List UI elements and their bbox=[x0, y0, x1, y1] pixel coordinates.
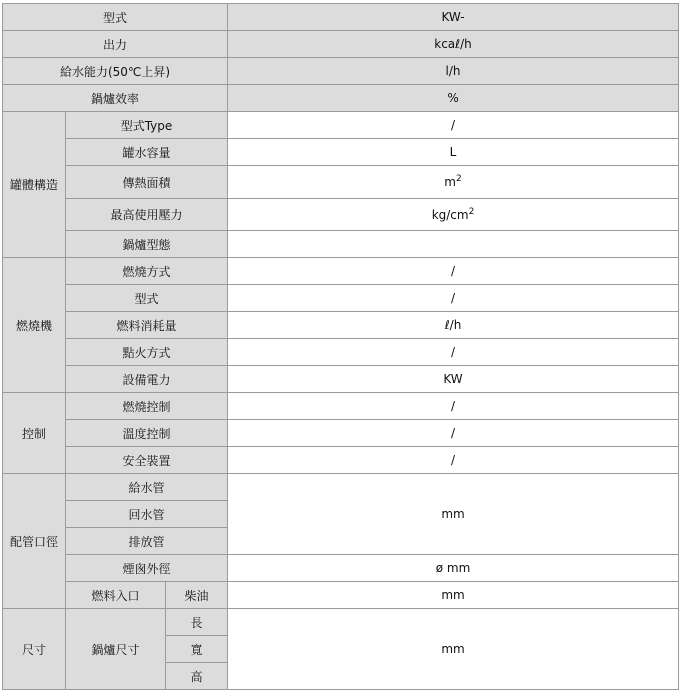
burner-group-label: 燃燒機 bbox=[3, 258, 66, 393]
ignition-unit: / bbox=[228, 339, 679, 366]
temperature-control-unit: / bbox=[228, 420, 679, 447]
boiler-size-label: 鍋爐尺寸 bbox=[66, 609, 166, 690]
structure-type-label: 型式Type bbox=[66, 112, 228, 139]
burn-method-label: 燃燒方式 bbox=[66, 258, 228, 285]
burner-type-label: 型式 bbox=[66, 285, 228, 312]
fuel-consumption-unit: ℓ/h bbox=[228, 312, 679, 339]
dimensions-group-label: 尺寸 bbox=[3, 609, 66, 690]
fuel-inlet-sub: 柴油 bbox=[166, 582, 228, 609]
burner-type-unit: / bbox=[228, 285, 679, 312]
pressure-label: 最高使用壓力 bbox=[66, 199, 228, 231]
structure-group-label: 罐體構造 bbox=[3, 112, 66, 258]
safety-unit: / bbox=[228, 447, 679, 474]
fuel-inlet-label: 燃料入口 bbox=[66, 582, 166, 609]
pressure-unit: $kg/cm^2$ bbox=[228, 199, 679, 231]
width-label: 寬 bbox=[166, 636, 228, 663]
control-group-label: 控制 bbox=[3, 393, 66, 474]
model-label: 型式 bbox=[3, 4, 228, 31]
model-unit: KW- bbox=[228, 4, 679, 31]
efficiency-unit: % bbox=[228, 85, 679, 112]
area-label: 傳熱面積 bbox=[66, 166, 228, 199]
structure-type-unit: / bbox=[228, 112, 679, 139]
ignition-label: 點火方式 bbox=[66, 339, 228, 366]
power-label: 設備電力 bbox=[66, 366, 228, 393]
area-unit: $m^2$ bbox=[228, 166, 679, 199]
capacity-unit: L bbox=[228, 139, 679, 166]
combustion-control-unit: / bbox=[228, 393, 679, 420]
dimensions-unit: mm bbox=[228, 609, 679, 690]
form-unit bbox=[228, 231, 679, 258]
length-label: 長 bbox=[166, 609, 228, 636]
form-label: 鍋爐型態 bbox=[66, 231, 228, 258]
return-pipe-label: 回水管 bbox=[66, 501, 228, 528]
feed-pipe-label: 給水管 bbox=[66, 474, 228, 501]
output-label: 出力 bbox=[3, 31, 228, 58]
temperature-control-label: 溫度控制 bbox=[66, 420, 228, 447]
chimney-label: 煙囪外徑 bbox=[66, 555, 228, 582]
burn-method-unit: / bbox=[228, 258, 679, 285]
piping-group-label: 配管口徑 bbox=[3, 474, 66, 609]
water-supply-unit: l/h bbox=[228, 58, 679, 85]
height-label: 高 bbox=[166, 663, 228, 690]
chimney-unit: ø mm bbox=[228, 555, 679, 582]
power-unit: KW bbox=[228, 366, 679, 393]
capacity-label: 罐水容量 bbox=[66, 139, 228, 166]
fuel-inlet-unit: mm bbox=[228, 582, 679, 609]
drain-pipe-label: 排放管 bbox=[66, 528, 228, 555]
pipe-unit: mm bbox=[228, 474, 679, 555]
water-supply-label: 給水能力(50℃上昇) bbox=[3, 58, 228, 85]
combustion-control-label: 燃燒控制 bbox=[66, 393, 228, 420]
safety-label: 安全裝置 bbox=[66, 447, 228, 474]
spec-table bbox=[2, 3, 679, 690]
efficiency-label: 鍋爐效率 bbox=[3, 85, 228, 112]
output-unit: kcaℓ/h bbox=[228, 31, 679, 58]
fuel-consumption-label: 燃料消耗量 bbox=[66, 312, 228, 339]
